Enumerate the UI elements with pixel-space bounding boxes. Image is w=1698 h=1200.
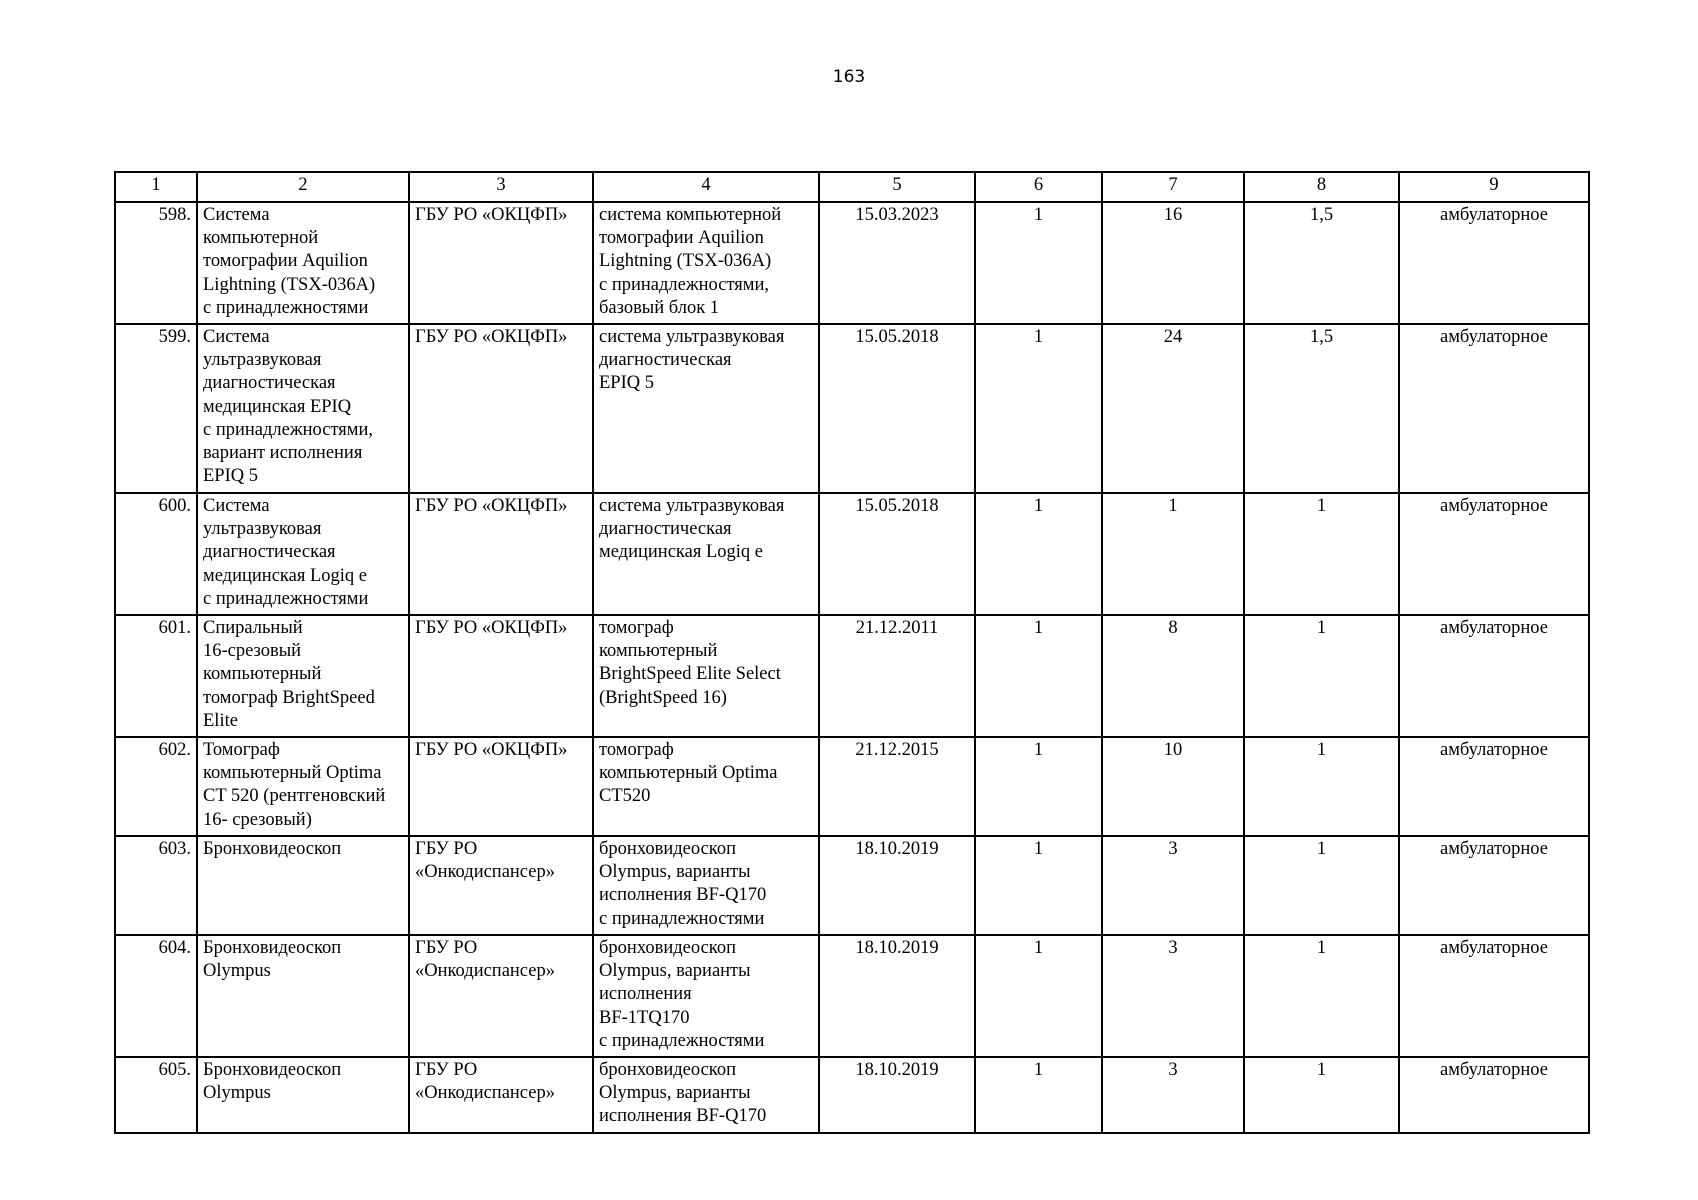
column-7-value: 3 [1102, 1057, 1244, 1133]
date-cell: 15.03.2023 [819, 202, 975, 324]
equipment-description: система ультразвуковая диагностическая медицинская Logiq e [593, 493, 819, 615]
equipment-table [114, 171, 1590, 1134]
column-6-value: 1 [975, 935, 1102, 1057]
equipment-description: бронховидеоскоп Olympus, варианты исполнения BF-1TQ170 с принадлежностями [593, 935, 819, 1057]
column-8-value: 1 [1244, 935, 1399, 1057]
row-number: 600. [115, 493, 197, 615]
row-number: 598. [115, 202, 197, 324]
column-8-value: 1 [1244, 493, 1399, 615]
table-row [115, 836, 1589, 935]
row-number: 603. [115, 836, 197, 935]
care-mode: амбулаторное [1399, 324, 1589, 493]
page-number: 163 [832, 67, 866, 87]
equipment-description: система компьютерной томографии Aquilion Lightning (TSX-036A) с принадлежностями, базовый блок 1 [593, 202, 819, 324]
date-cell: 21.12.2011 [819, 615, 975, 737]
column-6-value: 1 [975, 615, 1102, 737]
column-6-value: 1 [975, 202, 1102, 324]
table-row [115, 737, 1589, 836]
row-number: 604. [115, 935, 197, 1057]
date-cell: 18.10.2019 [819, 935, 975, 1057]
care-mode: амбулаторное [1399, 1057, 1589, 1133]
header-cell-6: 6 [975, 172, 1102, 202]
equipment-name: Бронховидеоскоп [197, 836, 409, 935]
table-row [115, 935, 1589, 1057]
organization: ГБУ РО «ОКЦФП» [409, 324, 593, 493]
header-cell-9: 9 [1399, 172, 1589, 202]
column-8-value: 1,5 [1244, 324, 1399, 493]
table-row [115, 615, 1589, 737]
equipment-description: томограф компьютерный Optima CT520 [593, 737, 819, 836]
care-mode: амбулаторное [1399, 737, 1589, 836]
column-7-value: 3 [1102, 836, 1244, 935]
column-7-value: 3 [1102, 935, 1244, 1057]
table-row [115, 324, 1589, 493]
header-cell-5: 5 [819, 172, 975, 202]
column-7-value: 1 [1102, 493, 1244, 615]
equipment-name: Система ультразвуковая диагностическая медицинская EPIQ с принадлежностями, вариант исполнения EPIQ 5 [197, 324, 409, 493]
organization: ГБУ РО «Онкодиспансер» [409, 935, 593, 1057]
date-cell: 15.05.2018 [819, 493, 975, 615]
equipment-name: Томограф компьютерный Optima CT 520 (рентгеновский 16- срезовый) [197, 737, 409, 836]
header-cell-7: 7 [1102, 172, 1244, 202]
column-6-value: 1 [975, 1057, 1102, 1133]
table-row [115, 1057, 1589, 1133]
column-8-value: 1,5 [1244, 202, 1399, 324]
row-number: 602. [115, 737, 197, 836]
care-mode: амбулаторное [1399, 615, 1589, 737]
column-6-value: 1 [975, 493, 1102, 615]
header-cell-4: 4 [593, 172, 819, 202]
header-cell-1: 1 [115, 172, 197, 202]
organization: ГБУ РО «ОКЦФП» [409, 202, 593, 324]
header-cell-8: 8 [1244, 172, 1399, 202]
column-6-value: 1 [975, 324, 1102, 493]
organization: ГБУ РО «Онкодиспансер» [409, 1057, 593, 1133]
column-6-value: 1 [975, 737, 1102, 836]
row-number: 605. [115, 1057, 197, 1133]
column-8-value: 1 [1244, 1057, 1399, 1133]
organization: ГБУ РО «Онкодиспансер» [409, 836, 593, 935]
row-number: 601. [115, 615, 197, 737]
column-8-value: 1 [1244, 836, 1399, 935]
date-cell: 15.05.2018 [819, 324, 975, 493]
equipment-name: Бронховидеоскоп Olympus [197, 1057, 409, 1133]
column-6-value: 1 [975, 836, 1102, 935]
date-cell: 18.10.2019 [819, 836, 975, 935]
column-8-value: 1 [1244, 615, 1399, 737]
column-7-value: 8 [1102, 615, 1244, 737]
equipment-name: Система компьютерной томографии Aquilion Lightning (TSX-036A) с принадлежностями [197, 202, 409, 324]
column-8-value: 1 [1244, 737, 1399, 836]
table-row [115, 493, 1589, 615]
table-header-row [115, 172, 1589, 202]
care-mode: амбулаторное [1399, 202, 1589, 324]
table-row [115, 202, 1589, 324]
row-number: 599. [115, 324, 197, 493]
column-7-value: 24 [1102, 324, 1244, 493]
header-cell-2: 2 [197, 172, 409, 202]
equipment-name: Спиральный 16-срезовый компьютерный томограф BrightSpeed Elite [197, 615, 409, 737]
care-mode: амбулаторное [1399, 493, 1589, 615]
equipment-name: Бронховидеоскоп Olympus [197, 935, 409, 1057]
equipment-description: система ультразвуковая диагностическая EPIQ 5 [593, 324, 819, 493]
equipment-description: бронховидеоскоп Olympus, варианты исполнения BF-Q170 [593, 1057, 819, 1133]
date-cell: 21.12.2015 [819, 737, 975, 836]
header-cell-3: 3 [409, 172, 593, 202]
date-cell: 18.10.2019 [819, 1057, 975, 1133]
organization: ГБУ РО «ОКЦФП» [409, 493, 593, 615]
column-7-value: 10 [1102, 737, 1244, 836]
equipment-description: бронховидеоскоп Olympus, варианты исполнения BF-Q170 с принадлежностями [593, 836, 819, 935]
organization: ГБУ РО «ОКЦФП» [409, 737, 593, 836]
organization: ГБУ РО «ОКЦФП» [409, 615, 593, 737]
care-mode: амбулаторное [1399, 935, 1589, 1057]
column-7-value: 16 [1102, 202, 1244, 324]
equipment-description: томограф компьютерный BrightSpeed Elite Select (BrightSpeed 16) [593, 615, 819, 737]
care-mode: амбулаторное [1399, 836, 1589, 935]
equipment-name: Система ультразвуковая диагностическая медицинская Logiq e с принадлежностями [197, 493, 409, 615]
